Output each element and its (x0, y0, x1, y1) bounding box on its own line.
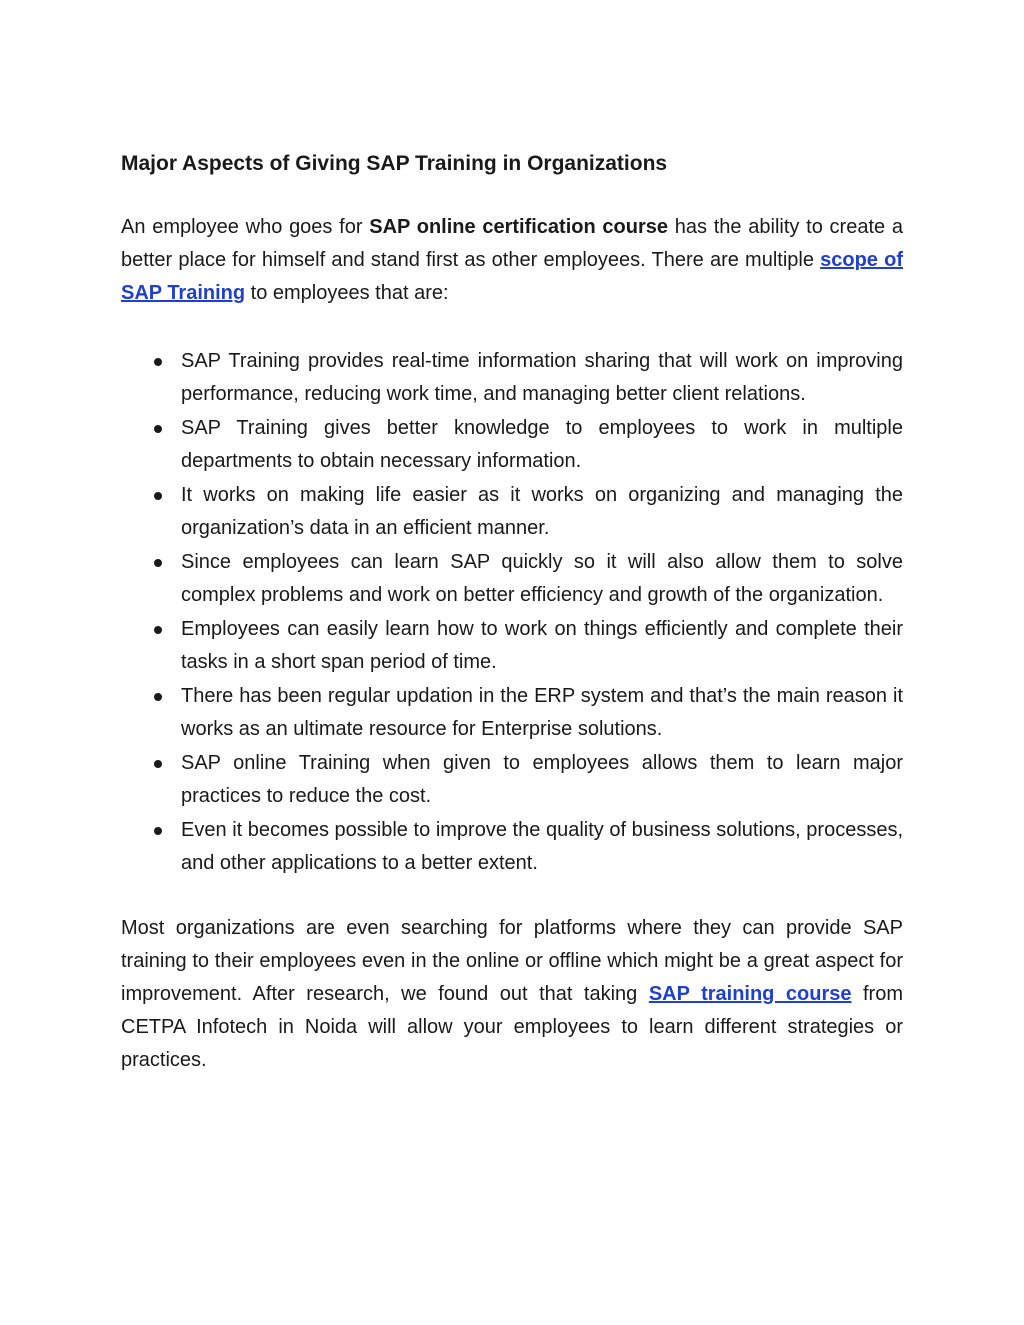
scope-of-sap-training-link[interactable]: scope of SAP Training (121, 249, 903, 305)
list-item: SAP online Training when given to employees allows them to learn major practices to reduce the cost. (181, 747, 903, 813)
sap-training-course-link[interactable]: SAP training course (648, 983, 852, 1006)
intro-paragraph (121, 211, 903, 310)
intro-text-middle: has the ability to create a better place for himself and stand first as other employees. There are multiple (121, 216, 903, 272)
intro-text-after: to employees that are: (245, 282, 449, 305)
list-item: SAP Training provides real-time information sharing that will work on improving performance, reducing work time, and managing better client relations. (181, 345, 903, 411)
benefits-list (121, 345, 903, 880)
closing-text-after: from CETPA Infotech in Noida will allow your employees to learn different strategies or practices. (121, 983, 903, 1072)
intro-bold-phrase: SAP online certification course (369, 216, 669, 239)
document-page (121, 150, 903, 1077)
list-item: There has been regular updation in the ERP system and that’s the main reason it works as an ultimate resource for Enterprise solutions. (181, 680, 903, 746)
list-item: It works on making life easier as it works on organizing and managing the organization’s data in an efficient manner. (181, 479, 903, 545)
intro-text-before: An employee who goes for (121, 216, 370, 239)
closing-paragraph (121, 912, 903, 1077)
page-title: Major Aspects of Giving SAP Training in Organizations (121, 152, 668, 175)
closing-text-before: Most organizations are even searching for platforms where they can provide SAP training to their employees even in the online or offline which might be a great aspect for improvement. After research, we found out that taking (121, 917, 903, 1006)
list-item: Even it becomes possible to improve the quality of business solutions, processes, and other applications to a better extent. (181, 814, 903, 880)
list-item: SAP Training gives better knowledge to employees to work in multiple departments to obtain necessary information. (181, 412, 903, 478)
list-item: Employees can easily learn how to work on things efficiently and complete their tasks in a short span period of time. (181, 613, 903, 679)
list-item: Since employees can learn SAP quickly so it will also allow them to solve complex problems and work on better efficiency and growth of the organization. (181, 546, 903, 612)
